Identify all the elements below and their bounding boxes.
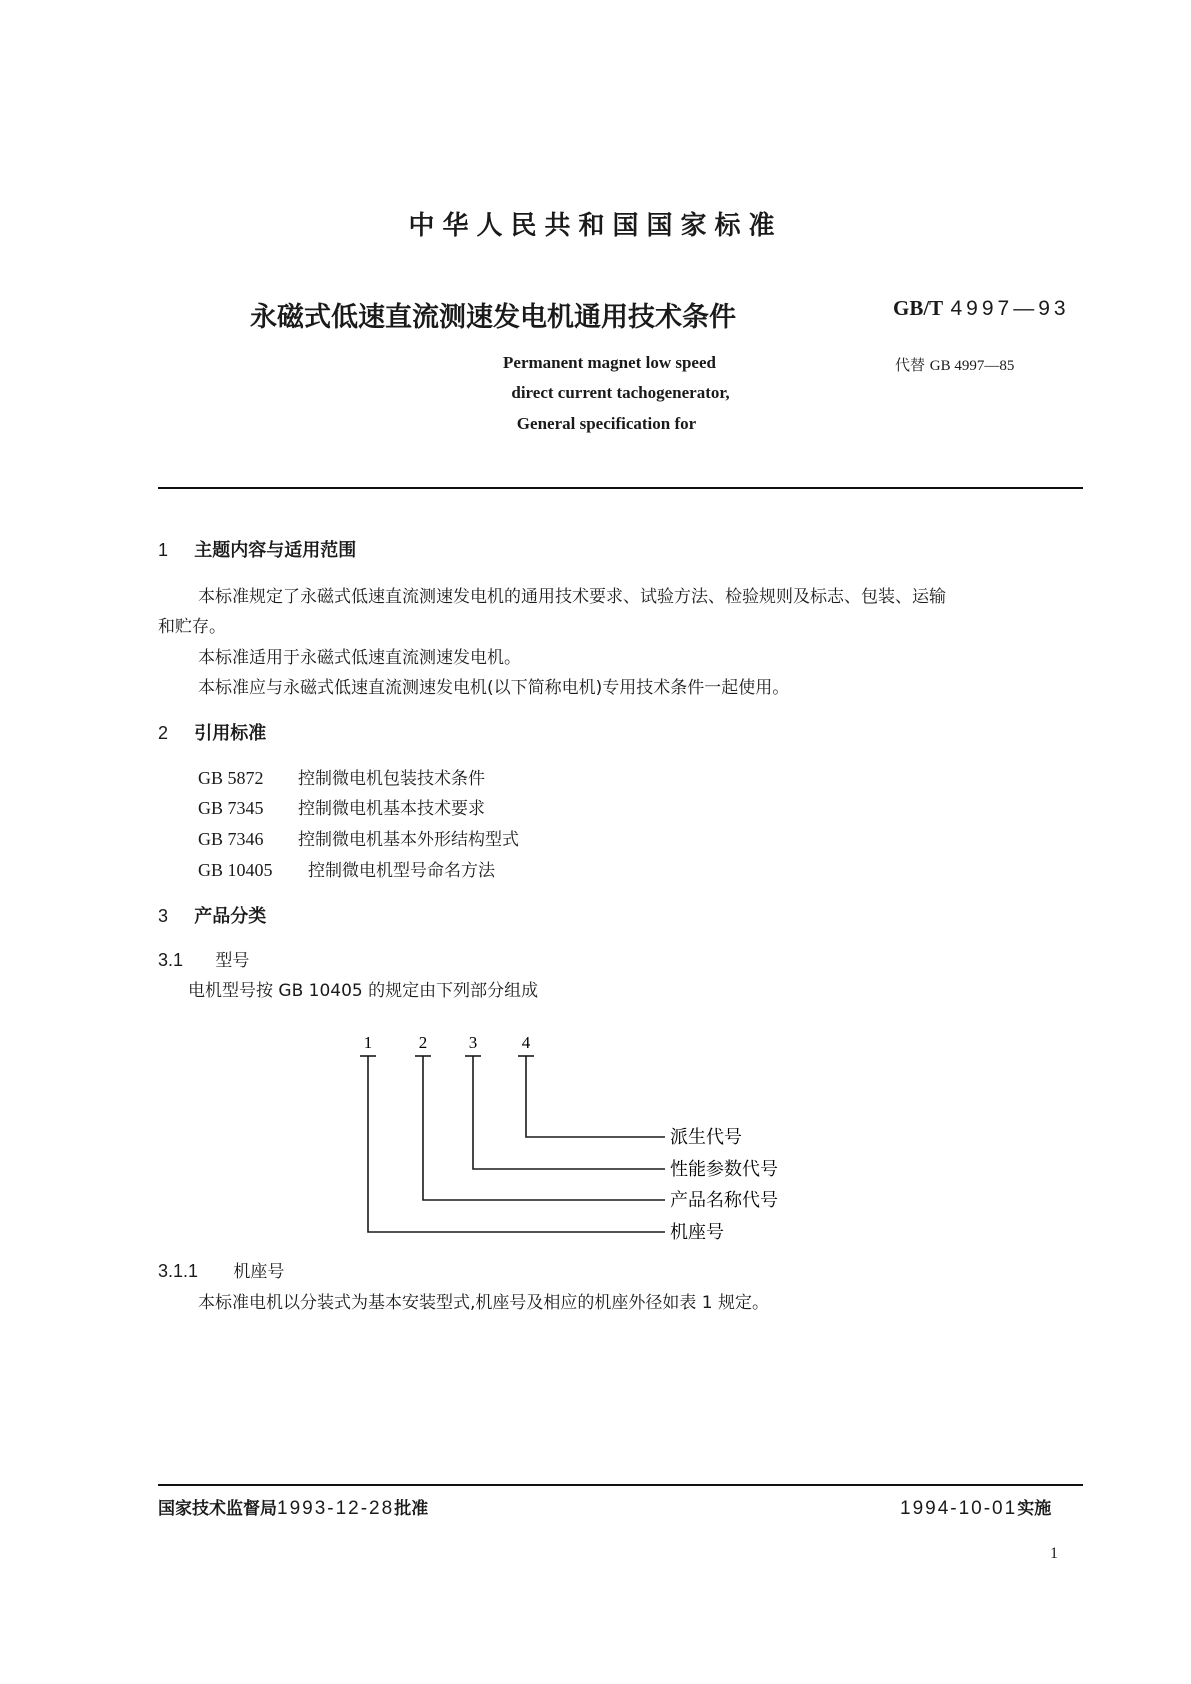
country-standard-title: 中华人民共和国国家标准 bbox=[408, 211, 783, 241]
reference-item bbox=[198, 794, 485, 819]
approval-authority: 国家技术监督局 bbox=[158, 1499, 277, 1519]
diagram-connector bbox=[473, 1056, 665, 1169]
reference-item bbox=[198, 825, 519, 850]
diagram-label: 派生代号 bbox=[670, 1127, 742, 1148]
reference-code: GB 5872 bbox=[198, 768, 264, 788]
english-title-line: General specification for bbox=[516, 414, 697, 433]
english-title-line: Permanent magnet low speed bbox=[503, 353, 716, 372]
paragraph: 电机型号按 GB 10405 的规定由下列部分组成 bbox=[188, 981, 539, 1001]
standard-title: 永磁式低速直流测速发电机通用技术条件 bbox=[250, 302, 736, 333]
diagram-connector bbox=[423, 1056, 665, 1200]
paragraph: 本标准电机以分装式为基本安装型式,机座号及相应的机座外径如表 1 规定。 bbox=[198, 1293, 770, 1313]
section-number: 1 bbox=[158, 540, 169, 560]
model-number-diagram bbox=[350, 1030, 830, 1255]
diagram-number: 4 bbox=[521, 1033, 531, 1052]
section-number: 2 bbox=[158, 723, 169, 743]
paragraph: 本标准规定了永磁式低速直流测速发电机的通用技术要求、试验方法、检验规则及标志、包装、运输 bbox=[198, 587, 946, 607]
paragraph: 本标准适用于永磁式低速直流测速发电机。 bbox=[198, 648, 521, 668]
subsection-title: 机座号 bbox=[233, 1262, 285, 1282]
reference-title: 控制微电机型号命名方法 bbox=[308, 861, 495, 881]
effective-date: 1994-10-01 bbox=[900, 1498, 1018, 1519]
section-title: 主题内容与适用范围 bbox=[194, 540, 357, 561]
standard-number-value: 4997—93 bbox=[950, 297, 1070, 320]
reference-code: GB 10405 bbox=[198, 860, 273, 880]
section-number: 3 bbox=[158, 906, 169, 926]
reference-item bbox=[198, 856, 495, 881]
subsection-number: 3.1.1 bbox=[158, 1261, 199, 1281]
standard-number bbox=[893, 296, 1070, 321]
footer-divider bbox=[158, 1484, 1083, 1486]
paragraph: 本标准应与永磁式低速直流测速发电机(以下简称电机)专用技术条件一起使用。 bbox=[198, 678, 790, 698]
replaces-prefix: 代替 bbox=[895, 356, 926, 374]
diagram-label: 产品名称代号 bbox=[670, 1190, 778, 1211]
reference-code: GB 7345 bbox=[198, 798, 264, 818]
reference-code: GB 7346 bbox=[198, 829, 264, 849]
reference-title: 控制微电机包装技术条件 bbox=[298, 769, 485, 789]
reference-item bbox=[198, 764, 485, 789]
approval-date: 1993-12-28 bbox=[277, 1498, 395, 1519]
section-title: 引用标准 bbox=[194, 723, 267, 744]
effective-statement bbox=[900, 1494, 1051, 1520]
header-divider bbox=[158, 487, 1083, 489]
subsection-3-1-1-heading bbox=[158, 1257, 284, 1282]
section-1-heading bbox=[158, 536, 356, 562]
diagram-connector bbox=[526, 1056, 665, 1137]
diagram-label: 性能参数代号 bbox=[670, 1159, 778, 1180]
subsection-3-1-heading bbox=[158, 946, 249, 971]
diagram-number: 1 bbox=[363, 1033, 373, 1052]
diagram-number: 3 bbox=[468, 1033, 478, 1052]
section-title: 产品分类 bbox=[194, 906, 267, 927]
paragraph: 和贮存。 bbox=[158, 617, 226, 637]
diagram-connector bbox=[368, 1056, 665, 1232]
reference-title: 控制微电机基本技术要求 bbox=[298, 799, 485, 819]
subsection-title: 型号 bbox=[215, 951, 250, 971]
subsection-number: 3.1 bbox=[158, 950, 184, 970]
replaces-code: GB 4997—85 bbox=[929, 358, 1015, 374]
diagram-number: 2 bbox=[418, 1033, 428, 1052]
reference-title: 控制微电机基本外形结构型式 bbox=[298, 830, 519, 850]
approval-suffix: 批准 bbox=[394, 1499, 429, 1519]
section-2-heading bbox=[158, 719, 266, 745]
effective-suffix: 实施 bbox=[1017, 1499, 1052, 1519]
diagram-label: 机座号 bbox=[670, 1222, 724, 1243]
page-number: 1 bbox=[1050, 1545, 1058, 1562]
english-title-line: direct current tachogenerator, bbox=[511, 383, 730, 402]
section-3-heading bbox=[158, 902, 266, 928]
standard-code: GB/T bbox=[893, 296, 944, 320]
approval-statement bbox=[158, 1494, 428, 1520]
